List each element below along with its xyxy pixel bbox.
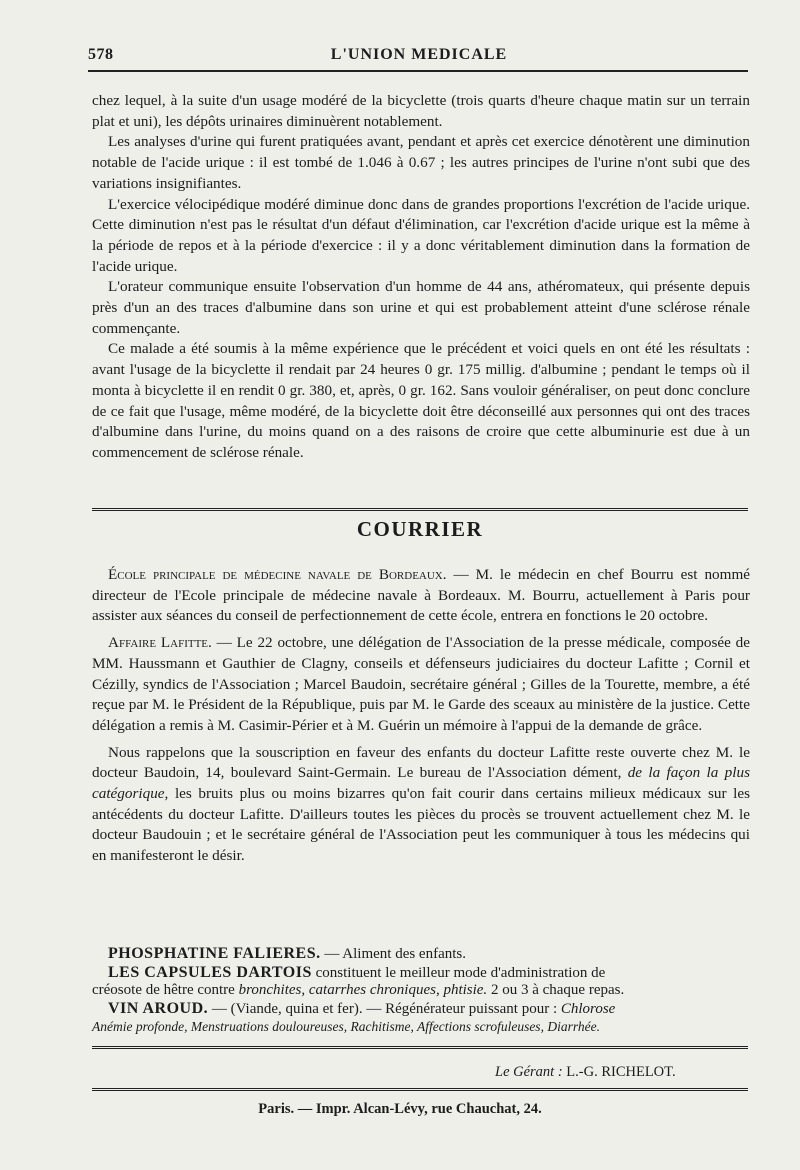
page-header xyxy=(88,46,750,68)
article-paragraph: Ce malade a été soumis à la même expérience que le précédent et voici quels en ont été les résultats : avant l'usage de la bicyclette il rendait par 24 heures 0 gr. 175 millig. d'albumine ; pendant le temps où il monta à bicyclette il en rendit 0 gr. 380, et, après, 0 gr. 162. Sans vouloir généraliser, on peut donc conclure de ce fait que l'usage, même modéré, de la bicyclette doit être déconseillé aux personnes qui ont des traces d'albumine dans l'urine, du moins quand on a des raisons de croire que cette albuminurie est due à un commencement de sclérose rénale. xyxy=(92,340,750,461)
news-item-heading: École principale de médecine navale de Bordeaux. xyxy=(108,566,447,583)
news-item-text: — Le 22 octobre, une délégation de l'Association de la presse médicale, composée de MM. Haussmann et Gauthier de Clagny, conseils et défenseurs judiciaires du docteur Lafitte ; Cornil et Cézilly, syndics de l'Association ; Marcel Baudoin, secrétaire général ; Gilles de la Tourette, membre, a été reçue par M. le Président de la République, puis par M. le Garde des sceaux au ministère de la justice. Cette délégation a remis à M. Casimir-Périer et à M. Guérin un mémoire à l'appui de la demande de grâce. xyxy=(92,634,750,734)
gerant-name: L.-G. RICHELOT. xyxy=(562,1064,676,1080)
article-paragraph: chez lequel, à la suite d'un usage modéré de la bicyclette (trois quarts d'heure chaque matin sur un terrain plat et uni), les dépôts urinaires diminuèrent notablement. xyxy=(92,92,750,130)
ad-emphasis: bronchites, catarrhes chroniques, phtisie. xyxy=(238,982,488,998)
header-rule xyxy=(88,70,748,72)
news-item xyxy=(92,633,750,737)
ads-divider xyxy=(92,1046,748,1049)
ad-text: constituent le meilleur mode d'administration de xyxy=(311,964,606,981)
page-number: 578 xyxy=(88,46,114,63)
section-divider xyxy=(92,508,748,511)
advertisement xyxy=(108,1000,750,1019)
advertisement-continued xyxy=(92,1018,750,1036)
ad-product-name: VIN AROUD. xyxy=(108,999,209,1017)
advertisement xyxy=(108,945,750,964)
advertisement-continued xyxy=(92,982,750,1000)
article-paragraph: L'orateur communique ensuite l'observation d'un homme de 44 ans, athéromateux, qui présente depuis près d'un an des traces d'albumine dans son urine et qui est probablement atteint d'une sclérose rénale commençante. xyxy=(92,278,750,337)
ad-product-name: LES CAPSULES DARTOIS xyxy=(108,963,312,981)
advertisement xyxy=(108,964,750,983)
ad-text: — Aliment des enfants. xyxy=(320,946,467,962)
ad-text: — (Viande, quina et fer). — Régénérateur puissant pour : xyxy=(208,1000,561,1017)
ad-emphasis: Anémie profonde, Menstruations douloureuses, Rachitisme, Affections scrofuleuses, Diarrhée. xyxy=(92,1019,600,1034)
footer-rule xyxy=(92,1088,748,1091)
article-continuation xyxy=(92,91,750,464)
news-item xyxy=(92,743,750,867)
ad-text: créosote de hêtre contre xyxy=(92,982,239,998)
courrier-section xyxy=(92,565,750,873)
article-paragraph: Les analyses d'urine qui furent pratiquées avant, pendant et après cet exercice dénotèrent une diminution notable de l'acide urique : il est tombé de 1.046 à 0.67 ; les autres principes de l'urine n'ont subi que des variations insignifiantes. xyxy=(92,133,750,192)
ad-emphasis: Chlorose xyxy=(560,1000,616,1017)
news-item-emphasis: de la façon la plus catégorique, xyxy=(92,764,750,803)
section-title-courrier: COURRIER xyxy=(356,517,484,541)
ad-product-name: PHOSPHATINE FALIERES. xyxy=(108,945,321,962)
news-item-text: les bruits plus ou moins bizarres qu'on fait courir dans certains milieux médicaux sur les antécédents du docteur Lafitte. D'ailleurs toutes les pièces du procès se trouvent actuellement chez M. le docteur Baudouin ; et le secrétaire général de l'Association peut les communiquer à tous les médecins qui en manifesteront le désir. xyxy=(92,785,750,865)
gerant-signature xyxy=(495,1064,676,1081)
printer-imprint: Paris. — Impr. Alcan-Lévy, rue Chauchat, 24. xyxy=(258,1101,542,1117)
advertisements xyxy=(92,945,750,1036)
article-paragraph: L'exercice vélocipédique modéré diminue donc dans de grandes proportions l'excrétion de l'acide urique. Cette diminution n'est pas le résultat d'un défaut d'élimination, car l'excrétion d'acide urique est la même à la période de repos et à la période d'exercice : il y a donc véritablement diminution dans la formation de l'acide urique. xyxy=(92,195,750,275)
journal-title: L'UNION MEDICALE xyxy=(330,46,508,63)
news-item xyxy=(92,565,750,627)
news-item-text: Nous rappelons que la souscription en faveur des enfants du docteur Lafitte reste ouverte chez M. le docteur Baudoin, 14, boulevard Saint-Germain. Le bureau de l'Association dément, xyxy=(92,743,750,782)
news-item-heading: Affaire Lafitte. xyxy=(108,634,212,652)
gerant-label: Le Gérant : xyxy=(495,1064,563,1080)
ad-text: 2 ou 3 à chaque repas. xyxy=(487,982,625,998)
news-item-text: — M. le médecin en chef Bourru est nommé directeur de l'Ecole principale de médecine navale à Bordeaux. M. Bourru, actuellement à Paris pour assister aux séances du conseil de perfectionnement de cette école, entrera en fonctions le 20 octobre. xyxy=(92,566,751,625)
